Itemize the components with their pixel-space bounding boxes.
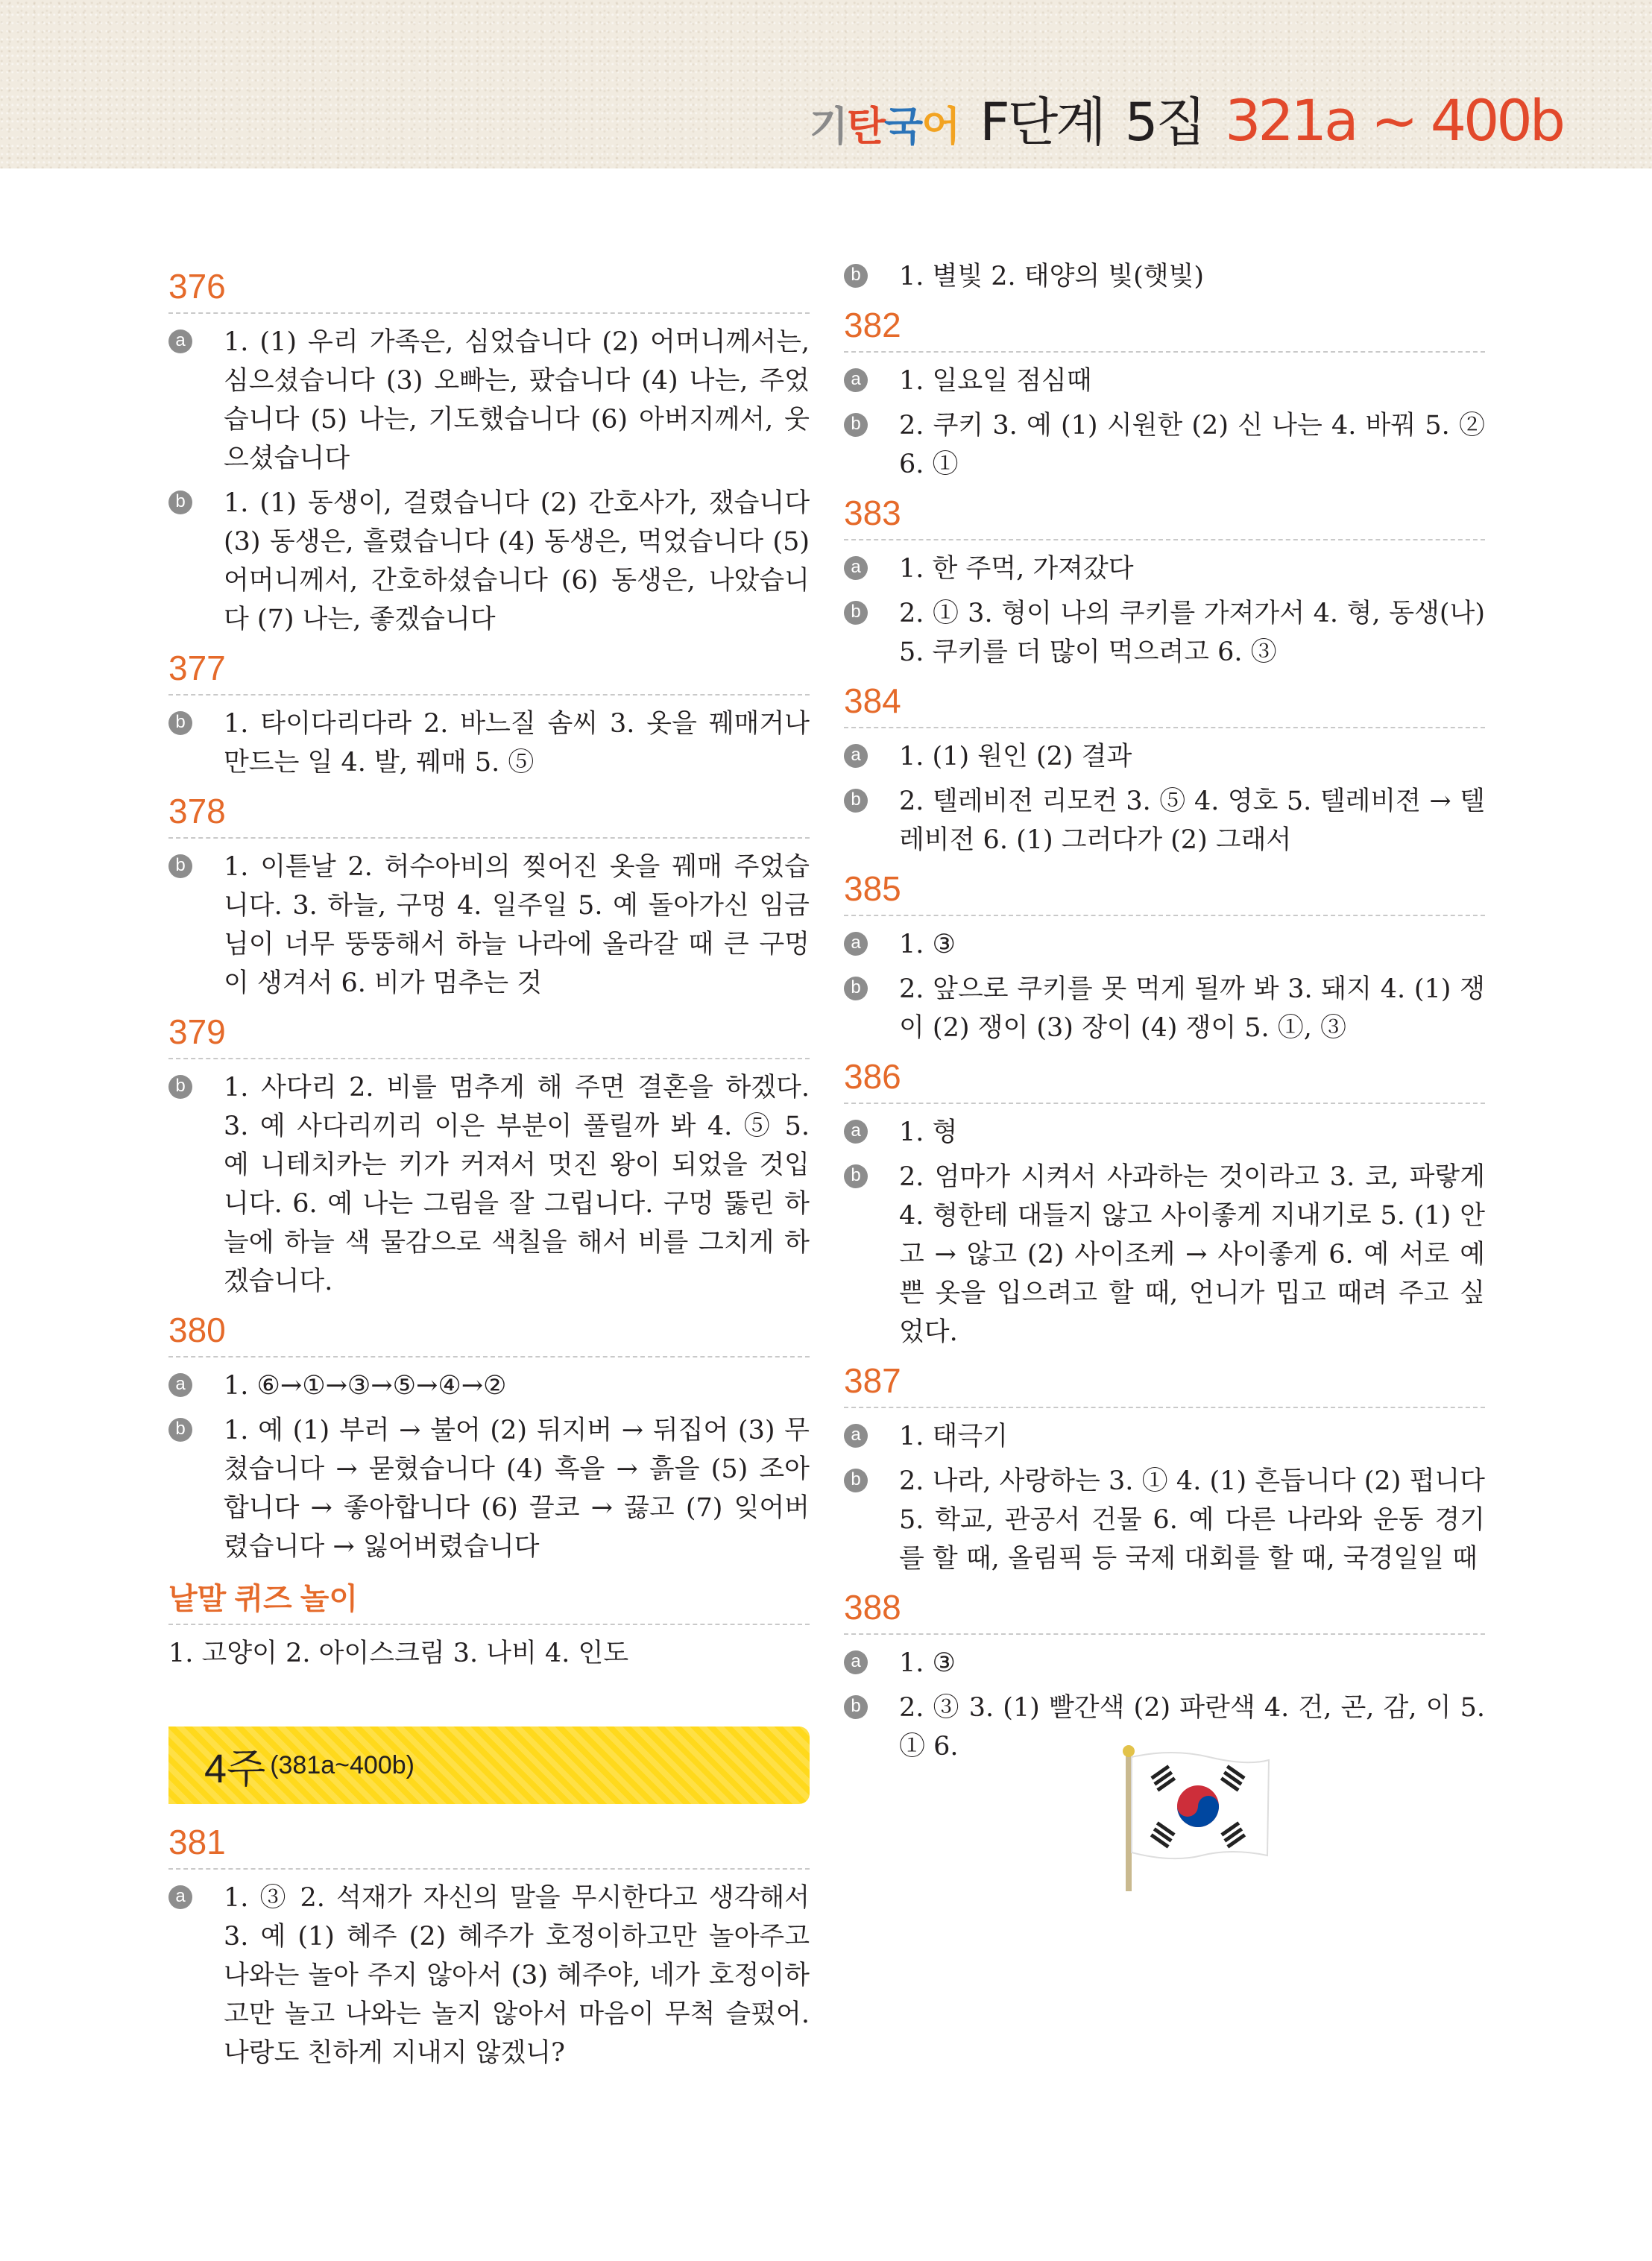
brand-char: 탄 [846,103,885,150]
answer-row [844,406,1485,484]
week-label: 4주 [204,1746,266,1791]
badge-a: a [844,1424,868,1448]
answer-text: 1. 일요일 점심때 [899,366,1092,396]
section-number: 385 [844,868,1485,916]
answer-text: 1. 사다리 2. 비를 멈추게 해 주면 결혼을 하겠다. 3. 예 사다리끼리 이은 부분이 풀릴까 봐 4. ⑤ 5. 예 니테치카는 키가 커져서 멋진 왕이 되었을 것입니다. 6. 예 나는 그림을 잘 그립니다. 구멍 뚫린 하늘에 하늘 색 물감으로 색칠을 해서 비를 그치게 하겠습니다. [224,1073,810,1296]
badge-b: b [168,491,192,514]
section-number: 381 [168,1822,810,1870]
badge-a: a [168,1885,192,1909]
answer-row [168,704,810,782]
section-number: 383 [844,493,1485,540]
answer-text: 1. (1) 원인 (2) 결과 [899,742,1132,772]
answer-row [168,1366,810,1405]
badge-a: a [844,556,868,580]
badge-b: b [844,977,868,1000]
quiz-title: 낱말 퀴즈 놀이 [168,1575,810,1625]
section-number: 382 [844,305,1485,353]
badge-b: b [168,711,192,735]
answer-row [844,1158,1485,1352]
answer-text: 2. 나라, 사랑하는 3. ① 4. (1) 흔듭니다 (2) 펍니다 5. 학교, 관공서 건물 6. 예 다른 나라와 운동 경기를 할 때, 올림픽 등 국제 대회를 할 때, 국경일일 때 [899,1466,1485,1574]
answer-row [168,323,810,478]
answer-text: 2. ① 3. 형이 나의 쿠키를 가져가서 4. 형, 동생(나) 5. 쿠키를 더 많이 먹으려고 6. ③ [899,599,1485,667]
answer-text: 1. ③ 2. 석재가 자신의 말을 무시한다고 생각해서 3. 예 (1) 혜주 (2) 혜주가 호정이하고만 놀아주고 나와는 놀아 주지 않아서 (3) 혜주야, 네가 호정이하고만 놀고 나와는 놀지 않아서 마음이 무척 슬펐어. 나랑도 친하게 지내지 않겠니? [224,1883,810,2068]
brand-char: 국 [884,103,922,150]
week-range: (381a~400b) [270,1750,414,1779]
section-number: 388 [844,1587,1485,1635]
badge-a: a [844,368,868,392]
answer-text: 2. 텔레비전 리모컨 3. ⑤ 4. 영호 5. 텔레비젼 → 텔레비전 6. (1) 그러다가 (2) 그래서 [899,786,1485,855]
header-title [809,81,1563,154]
answer-row [844,925,1485,964]
korean-flag-icon [1120,1744,1276,1893]
answer-text: 1. (1) 동생이, 걸렸습니다 (2) 간호사가, 쟀습니다 (3) 동생은, 흘렸습니다 (4) 동생은, 먹었습니다 (5) 어머니께서, 간호하셨습니다 (6) 동생은, 나았습니다 (7) 나는, 좋겠습니다 [224,488,810,634]
answer-text: 2. ③ 3. (1) 빨간색 (2) 파란색 4. 건, 곤, 감, 이 5. ① 6. [899,1693,1485,1762]
week-banner [168,1727,810,1804]
brand-logo [810,95,959,152]
answer-text: 1. 타이다리다라 2. 바느질 솜씨 3. 옷을 꿰매거나 만드는 일 4. 발, 꿰매 5. ⑤ [224,709,810,778]
range-label: 321a ~ 400b [1225,87,1563,154]
section-number: 387 [844,1360,1485,1408]
section-number: 386 [844,1056,1485,1104]
answer-text: 1. 형 [899,1117,958,1147]
answer-row [168,1879,810,2072]
badge-b: b [168,1075,192,1099]
flag-container [844,1772,1485,1895]
answer-row [844,257,1485,296]
section-number: 379 [168,1012,810,1059]
answer-row [168,484,810,639]
level-label: F단계 [980,92,1104,153]
answer-row [168,848,810,1003]
answer-text: 2. 앞으로 쿠키를 못 먹게 될까 봐 3. 돼지 4. (1) 쟁이 (2) 쟁이 (3) 장이 (4) 쟁이 5. ①, ③ [899,974,1485,1043]
answer-row [844,549,1485,588]
badge-b: b [844,601,868,625]
right-column [844,257,1485,1895]
badge-a: a [844,1650,868,1674]
section-number: 384 [844,681,1485,728]
badge-a: a [844,932,868,956]
badge-b: b [844,1164,868,1188]
section-number: 377 [168,648,810,696]
answer-row [844,737,1485,776]
badge-b: b [844,264,868,288]
badge-b: b [844,789,868,813]
answer-text: 1. 예 (1) 부러 → 불어 (2) 뒤지버 → 뒤집어 (3) 무쳤습니다 → 묻혔습니다 (4) 흑을 → 흙을 (5) 조아합니다 → 좋아합니다 (6) 끌코 → 끓고 (7) 잊어버렸습니다 → 잃어버렸습니다 [224,1416,810,1562]
answer-text: 1. 한 주먹, 가져갔다 [899,554,1134,584]
answer-text: 1. ⑥→①→③→⑤→④→② [224,1371,507,1401]
badge-b: b [844,1695,868,1719]
section-number: 378 [168,791,810,839]
left-column [168,257,810,2078]
section-number: 380 [168,1310,810,1357]
answer-text: 1. (1) 우리 가족은, 심었습니다 (2) 어머니께서는, 심으셨습니다 (3) 오빠는, 팠습니다 (4) 나는, 주었습니다 (5) 나는, 기도했습니다 (6) 아버지께서, 웃으셨습니다 [224,327,810,473]
answer-row [844,970,1485,1047]
badge-a: a [844,744,868,768]
answer-text: 1. ③ [899,930,956,959]
answer-row [844,594,1485,672]
answer-text: 2. 엄마가 시켜서 사과하는 것이라고 3. 코, 파랗게 4. 형한테 대들지 않고 사이좋게 지내기로 5. (1) 안고 → 않고 (2) 사이조케 → 사이좋게 6. 예 서로 예쁜 옷을 입으려고 할 때, 언니가 밉고 때려 주고 싶었다. [899,1162,1485,1347]
answer-text: 1. 별빛 2. 태양의 빛(햇빛) [899,262,1205,291]
quiz-answers: 1. 고양이 2. 아이스크림 3. 나비 4. 인도 [168,1639,629,1668]
badge-a: a [844,1120,868,1144]
answer-row [844,782,1485,860]
page-header [0,0,1652,168]
section-number: 376 [168,266,810,314]
badge-b: b [168,1418,192,1442]
answer-row [168,1411,810,1566]
answer-row [844,1462,1485,1578]
brand-char: 어 [921,103,959,150]
answer-text: 1. 태극기 [899,1422,1008,1451]
answer-text: 1. ③ [899,1648,956,1678]
badge-b: b [844,413,868,437]
brand-char: 기 [809,103,847,150]
answer-text: 1. 이튿날 2. 허수아비의 찢어진 옷을 꿰매 주었습니다. 3. 하늘, 구멍 4. 일주일 5. 예 돌아가신 임금님이 너무 뚱뚱해서 하늘 나라에 올라갈 때 큰 구멍이 생겨서 6. 비가 멈추는 것 [224,852,810,998]
volume-label: 5집 [1124,92,1205,153]
answer-text: 2. 쿠키 3. 예 (1) 시원한 (2) 신 나는 4. 바꿔 5. ② 6. ① [899,411,1485,479]
answer-row [844,1417,1485,1456]
answer-row [844,362,1485,400]
badge-b: b [844,1469,868,1492]
badge-b: b [168,854,192,878]
answer-row [844,1113,1485,1152]
answer-row [168,1068,810,1301]
badge-a: a [168,329,192,353]
badge-a: a [168,1373,192,1397]
answer-row [844,1644,1485,1683]
